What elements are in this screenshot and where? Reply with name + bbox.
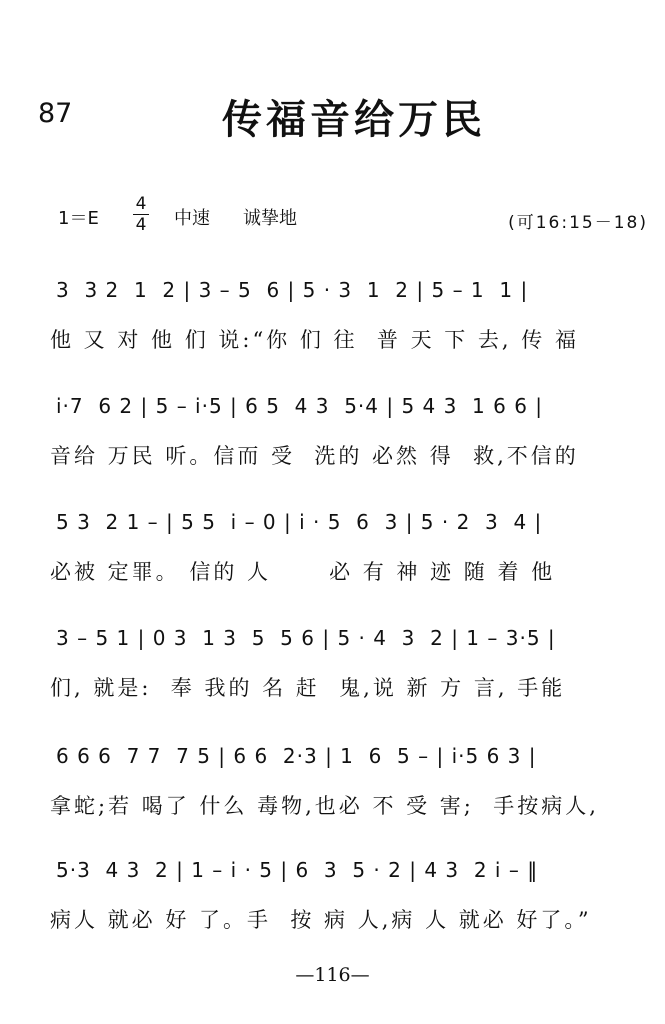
key-signature: 1＝E	[58, 208, 99, 229]
notation-line: 6 6 6 7 7 7 5 | 6 6 2·3 | 1 6 5 – | i·5 6 3 |	[56, 744, 537, 768]
lyrics-line: 拿蛇;若 喝了 什么 毒物,也必 不 受 害; 手按病人,	[50, 794, 599, 818]
time-signature-top: 4	[135, 194, 147, 214]
time-signature-bottom: 4	[135, 215, 147, 235]
expression-marking: 诚挚地	[243, 208, 297, 229]
lyrics-line: 必被 定罪。 信的 人 必 有 神 迹 随 着 他	[50, 560, 556, 584]
notation-line: 5 3 2 1 – | 5 5 i – 0 | i · 5 6 3 | 5 · 2 3 4 |	[56, 510, 543, 534]
key-line	[58, 194, 648, 242]
lyrics-line: 们, 就是: 奉 我的 名 赶 鬼,说 新 方 言, 手能	[50, 676, 566, 700]
hymn-number: 87	[38, 98, 73, 129]
notation-line: i·7 6 2 | 5 – i·5 | 6 5 4 3 5·4 | 5 4 3 1 6 6 |	[56, 394, 544, 418]
page-number: —116—	[295, 964, 370, 986]
notation-line: 3 3 2 1 2 | 3 – 5 6 | 5 · 3 1 2 | 5 – 1 1 |	[56, 278, 529, 302]
lyrics-line: 他 又 对 他 们 说:“你 们 往 普 天 下 去, 传 福	[50, 328, 579, 352]
time-signature	[132, 194, 150, 235]
hymn-title: 传福音给万民	[222, 96, 486, 143]
notation-line: 3 – 5 1 | 0 3 1 3 5 5 6 | 5 · 4 3 2 | 1 – 3·5 |	[56, 626, 556, 650]
notation-line: 5·3 4 3 2 | 1 – i · 5 | 6 3 5 · 2 | 4 3 2 i – ‖	[56, 858, 539, 882]
lyrics-line: 音给 万民 听。信而 受 洗的 必然 得 救,不信的	[50, 444, 579, 468]
tempo-marking: 中速	[174, 208, 210, 229]
scripture-reference: (可16:15－18)	[508, 213, 648, 233]
lyrics-line: 病人 就必 好 了。手 按 病 人,病 人 就必 好了。”	[50, 908, 592, 932]
